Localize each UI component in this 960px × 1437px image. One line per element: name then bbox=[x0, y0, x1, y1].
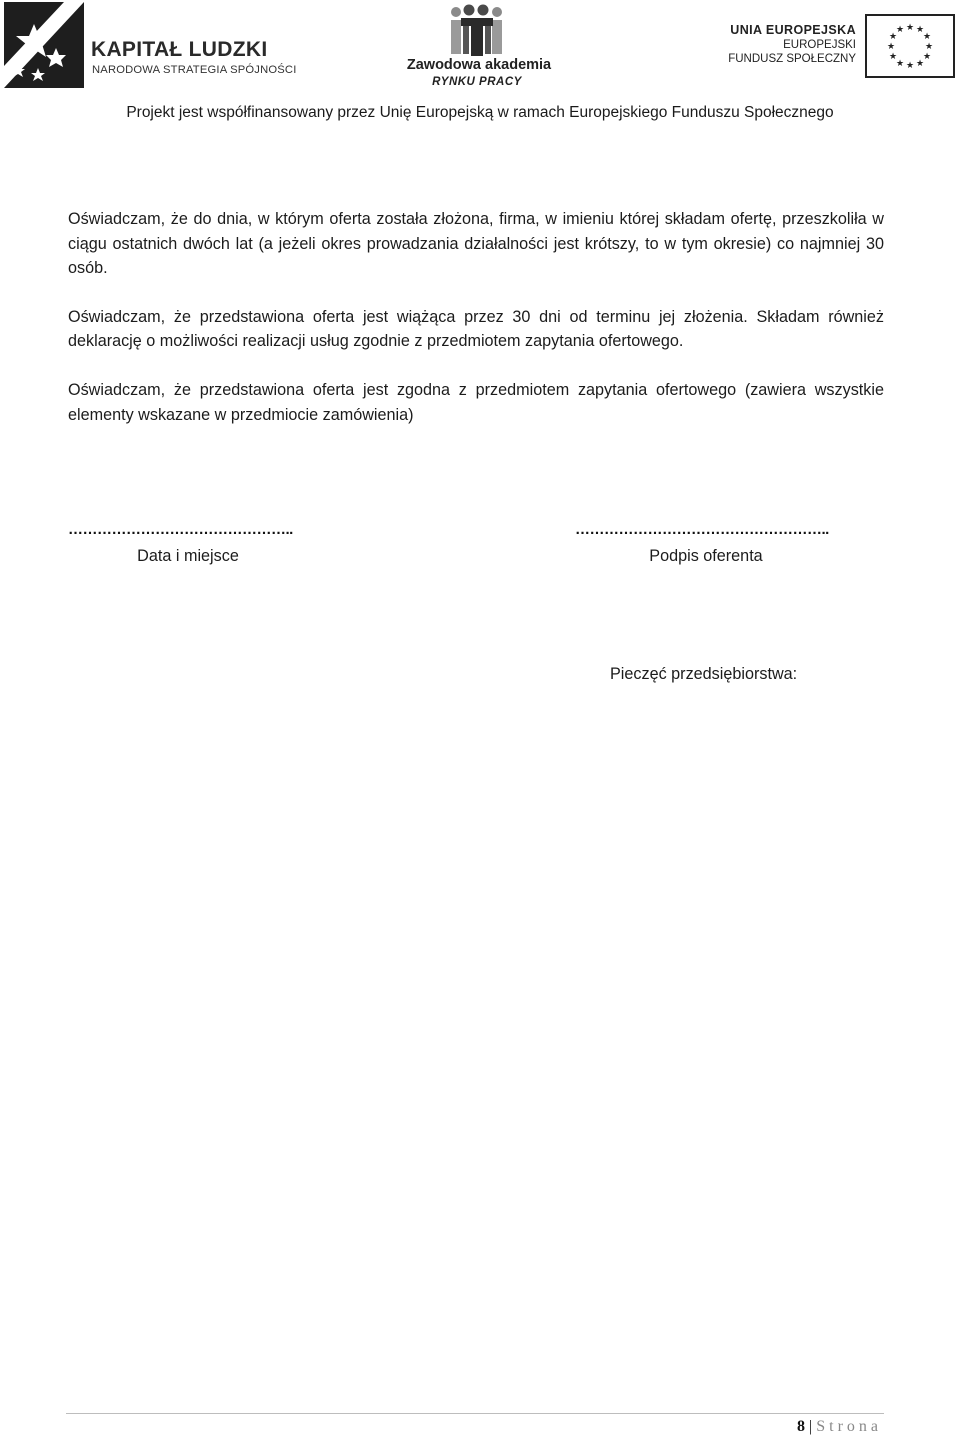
zawodowa-akademia-logo bbox=[392, 4, 562, 92]
svg-text:★: ★ bbox=[922, 32, 932, 42]
date-place-signature-field bbox=[68, 520, 308, 568]
eu-stars-icon bbox=[867, 16, 953, 76]
company-stamp-label: Pieczęć przedsiębiorstwa: bbox=[610, 665, 798, 683]
declaration-paragraph-3: Oświadczam, że przedstawiona oferta jest zgodna z przedmiotem zapytania ofertowego (zawiera wszystkie elementy wskazane w przedmiocie zamówienia) bbox=[68, 380, 884, 424]
bidder-signature-dotted-line: …………………………………………….. bbox=[575, 521, 829, 538]
kapital-ludzki-title: KAPITAŁ LUDZKI bbox=[91, 38, 268, 61]
kapital-ludzki-logo bbox=[4, 2, 304, 88]
zawodowa-akademia-subtitle: RYNKU PRACY bbox=[432, 76, 522, 88]
declaration-paragraph-1: Oświadczam, że do dnia, w którym oferta została złożona, firma, w imieniu której składam ofertę, przeszkoliła w ciągu ostatnich dwóch lat (a jeżeli okres prowadzania działalności jest krótszy, to w tym okresie) co najmniej 30 osób. bbox=[68, 210, 884, 278]
svg-text:★: ★ bbox=[895, 25, 905, 35]
eu-logo bbox=[724, 12, 956, 82]
eu-logo-line3: FUNDUSZ SPOŁECZNY bbox=[728, 53, 856, 65]
date-place-dotted-line: ……………………………………….. bbox=[68, 521, 293, 538]
project-cofinancing-note: Projekt jest współfinansowany przez Unię Europejską w ramach Europejskiego Funduszu Społecznego bbox=[126, 104, 834, 121]
svg-text:★: ★ bbox=[915, 59, 925, 69]
svg-text:★: ★ bbox=[895, 59, 905, 69]
svg-text:★: ★ bbox=[905, 61, 915, 71]
bidder-signature-label: Podpis oferenta bbox=[649, 547, 763, 565]
svg-text:★: ★ bbox=[888, 32, 898, 42]
eu-logo-line1: UNIA EUROPEJSKA bbox=[730, 23, 856, 37]
footer-divider bbox=[66, 1413, 884, 1414]
document-header bbox=[0, 0, 960, 121]
zawodowa-akademia-title: Zawodowa akademia bbox=[406, 57, 552, 73]
eu-logo-text bbox=[728, 22, 856, 66]
page-separator: | bbox=[809, 1418, 813, 1435]
eu-flag-icon bbox=[865, 14, 955, 78]
eu-logo-line2: EUROPEJSKI bbox=[783, 39, 856, 51]
svg-text:★: ★ bbox=[924, 42, 934, 52]
svg-text:★: ★ bbox=[905, 23, 915, 33]
people-figures-icon bbox=[442, 4, 512, 56]
declaration-body bbox=[68, 207, 884, 451]
kapital-ludzki-emblem-icon bbox=[4, 2, 84, 88]
kapital-ludzki-subtitle: NARODOWA STRATEGIA SPÓJNOŚCI bbox=[92, 64, 297, 76]
bidder-signature-field bbox=[575, 520, 837, 568]
svg-text:★: ★ bbox=[922, 52, 932, 62]
svg-text:★: ★ bbox=[915, 25, 925, 35]
page-number: 8 bbox=[797, 1418, 806, 1435]
svg-text:★: ★ bbox=[886, 42, 896, 52]
date-place-label: Data i miejsce bbox=[137, 547, 239, 565]
declaration-paragraph-2: Oświadczam, że przedstawiona oferta jest wiążąca przez 30 dni od terminu jej złożenia. Składam również deklarację o możliwości realizacji usług zgodnie z przedmiotem zapytania ofertowego. bbox=[68, 307, 884, 351]
svg-text:★: ★ bbox=[888, 52, 898, 62]
page-footer bbox=[797, 1418, 882, 1436]
page-word: Strona bbox=[816, 1418, 882, 1435]
